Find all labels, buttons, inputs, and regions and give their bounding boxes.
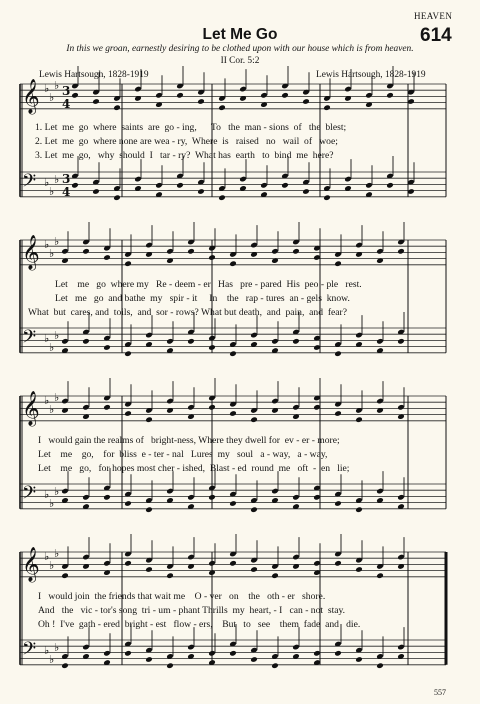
svg-text:♭: ♭ [44,82,50,95]
svg-text:♭: ♭ [49,91,55,104]
svg-text:♭: ♭ [49,497,55,510]
lyric-line: I would join the friends that wait me O - ver on the oth - er shore. [38,591,326,602]
svg-text:𝄞: 𝄞 [22,235,40,270]
svg-text:𝄢: 𝄢 [22,639,37,664]
music-system [20,66,446,201]
svg-text:♭: ♭ [44,644,50,657]
svg-text:♭: ♭ [44,488,50,501]
svg-text:𝄞: 𝄞 [22,547,40,582]
hymn-number: 614 [420,25,452,46]
svg-text:𝄞: 𝄞 [22,79,40,114]
svg-text:♭: ♭ [54,391,60,404]
svg-text:4: 4 [62,185,71,199]
svg-text:♭: ♭ [54,235,60,248]
svg-text:♭: ♭ [49,185,55,198]
lyric-line: And the vic - tor's song tri - um - phant Thrills my heart, - I can - not stay. [38,605,346,616]
svg-text:4: 4 [62,97,71,111]
svg-text:♭: ♭ [54,485,60,498]
svg-text:3: 3 [62,84,71,98]
lyric-line: Let me go, for hopes most cher - ished, Blast - ed round me oft - en lie; [38,463,350,474]
svg-text:♭: ♭ [54,547,60,560]
lyric-line: Let me go, for bliss e - ter - nal Lures my soul a - way, a - way, [38,449,328,460]
svg-text:♭: ♭ [49,403,55,416]
lyric-line: I would gain the realms of bright-ness, Where they dwell for ev - er - more; [38,435,340,446]
scripture-reference: II Cor. 5:2 [220,56,260,66]
svg-text:♭: ♭ [44,332,50,345]
svg-text:♭: ♭ [44,176,50,189]
lyric-line: 2. Let me go where none are wea - ry, Where is raised no wail of woe; [35,136,338,147]
svg-text:♭: ♭ [44,238,50,251]
lyric-line: Let me go and bathe my spir - it In the rap - tures an - gels know. [55,293,350,304]
svg-text:♭: ♭ [49,247,55,260]
hymn-title: Let Me Go [202,26,278,43]
svg-text:𝄞: 𝄞 [22,391,40,426]
svg-text:♭: ♭ [54,329,60,342]
lyric-line: 1. Let me go where saints are go - ing, To the man - sions of the blest; [35,122,347,133]
epigraph: In this we groan, earnestly desiring to be clothed upon with our house which is from heaven. [66,44,414,54]
svg-text:♭: ♭ [44,550,50,563]
svg-text:♭: ♭ [54,79,60,92]
svg-text:𝄢: 𝄢 [22,327,37,352]
svg-text:𝄢: 𝄢 [22,483,37,508]
svg-text:♭: ♭ [49,341,55,354]
svg-text:♭: ♭ [49,653,55,666]
lyric-line: Let me go where my Re - deem - er Has pre - pared His peo - ple rest. [55,279,362,290]
svg-text:𝄢: 𝄢 [22,171,37,196]
lyric-line: Oh ! I've gath - ered bright - est flow - ers, But to see them fade and die. [38,619,361,630]
lyric-line: What but cares, and toils, and sor - rows? What but death, and pain, and fear? [28,307,347,318]
svg-text:♭: ♭ [54,641,60,654]
music-credit: Lewis Hartsough, 1828-1919 [316,70,426,80]
section-heading: HEAVEN [414,11,453,21]
svg-text:♭: ♭ [44,394,50,407]
lyric-line: 3. Let me go, why should I tar - ry? What has earth to bind me here? [35,150,334,161]
svg-text:3: 3 [62,172,71,186]
page-number: 557 [434,688,446,697]
svg-text:♭: ♭ [49,559,55,572]
words-credit: Lewis Hartsough, 1828-1919 [39,70,149,80]
svg-text:♭: ♭ [54,173,60,186]
